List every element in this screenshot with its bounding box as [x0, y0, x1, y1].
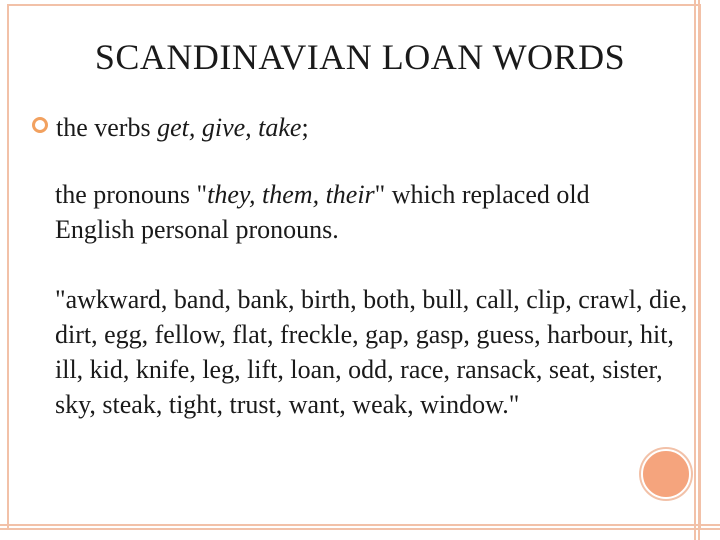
slide-title: SCANDINAVIAN LOAN WORDS [94, 37, 626, 77]
pronouns-paragraph [55, 177, 675, 247]
frame-line [694, 0, 696, 540]
bullet-item [32, 113, 309, 143]
bullet-italic: get, give, take [157, 113, 302, 142]
bullet-suffix: ; [301, 113, 309, 142]
para1-italic: they, them, their [207, 180, 375, 209]
para1-prefix: the pronouns " [55, 180, 208, 209]
frame-line [0, 524, 720, 526]
frame-line [698, 0, 700, 540]
circle-bullet-icon [32, 117, 48, 133]
para1-suffix: " which replaced old English personal pronouns. [55, 180, 590, 244]
word-list-paragraph: "awkward, band, bank, birth, both, bull, call, clip, crawl, die, dirt, egg, fellow, flat, freckle, gap, gasp, guess, harbour, hit, ill, kid, knife, leg, lift, loan, odd, race, ransack, seat, sister, sky, steak, tight, trust, want, weak, window." [55, 285, 688, 419]
frame-line [0, 528, 720, 530]
bullet-prefix: the verbs [56, 113, 158, 142]
slide-frame [7, 4, 701, 530]
decorative-circle [641, 449, 691, 499]
